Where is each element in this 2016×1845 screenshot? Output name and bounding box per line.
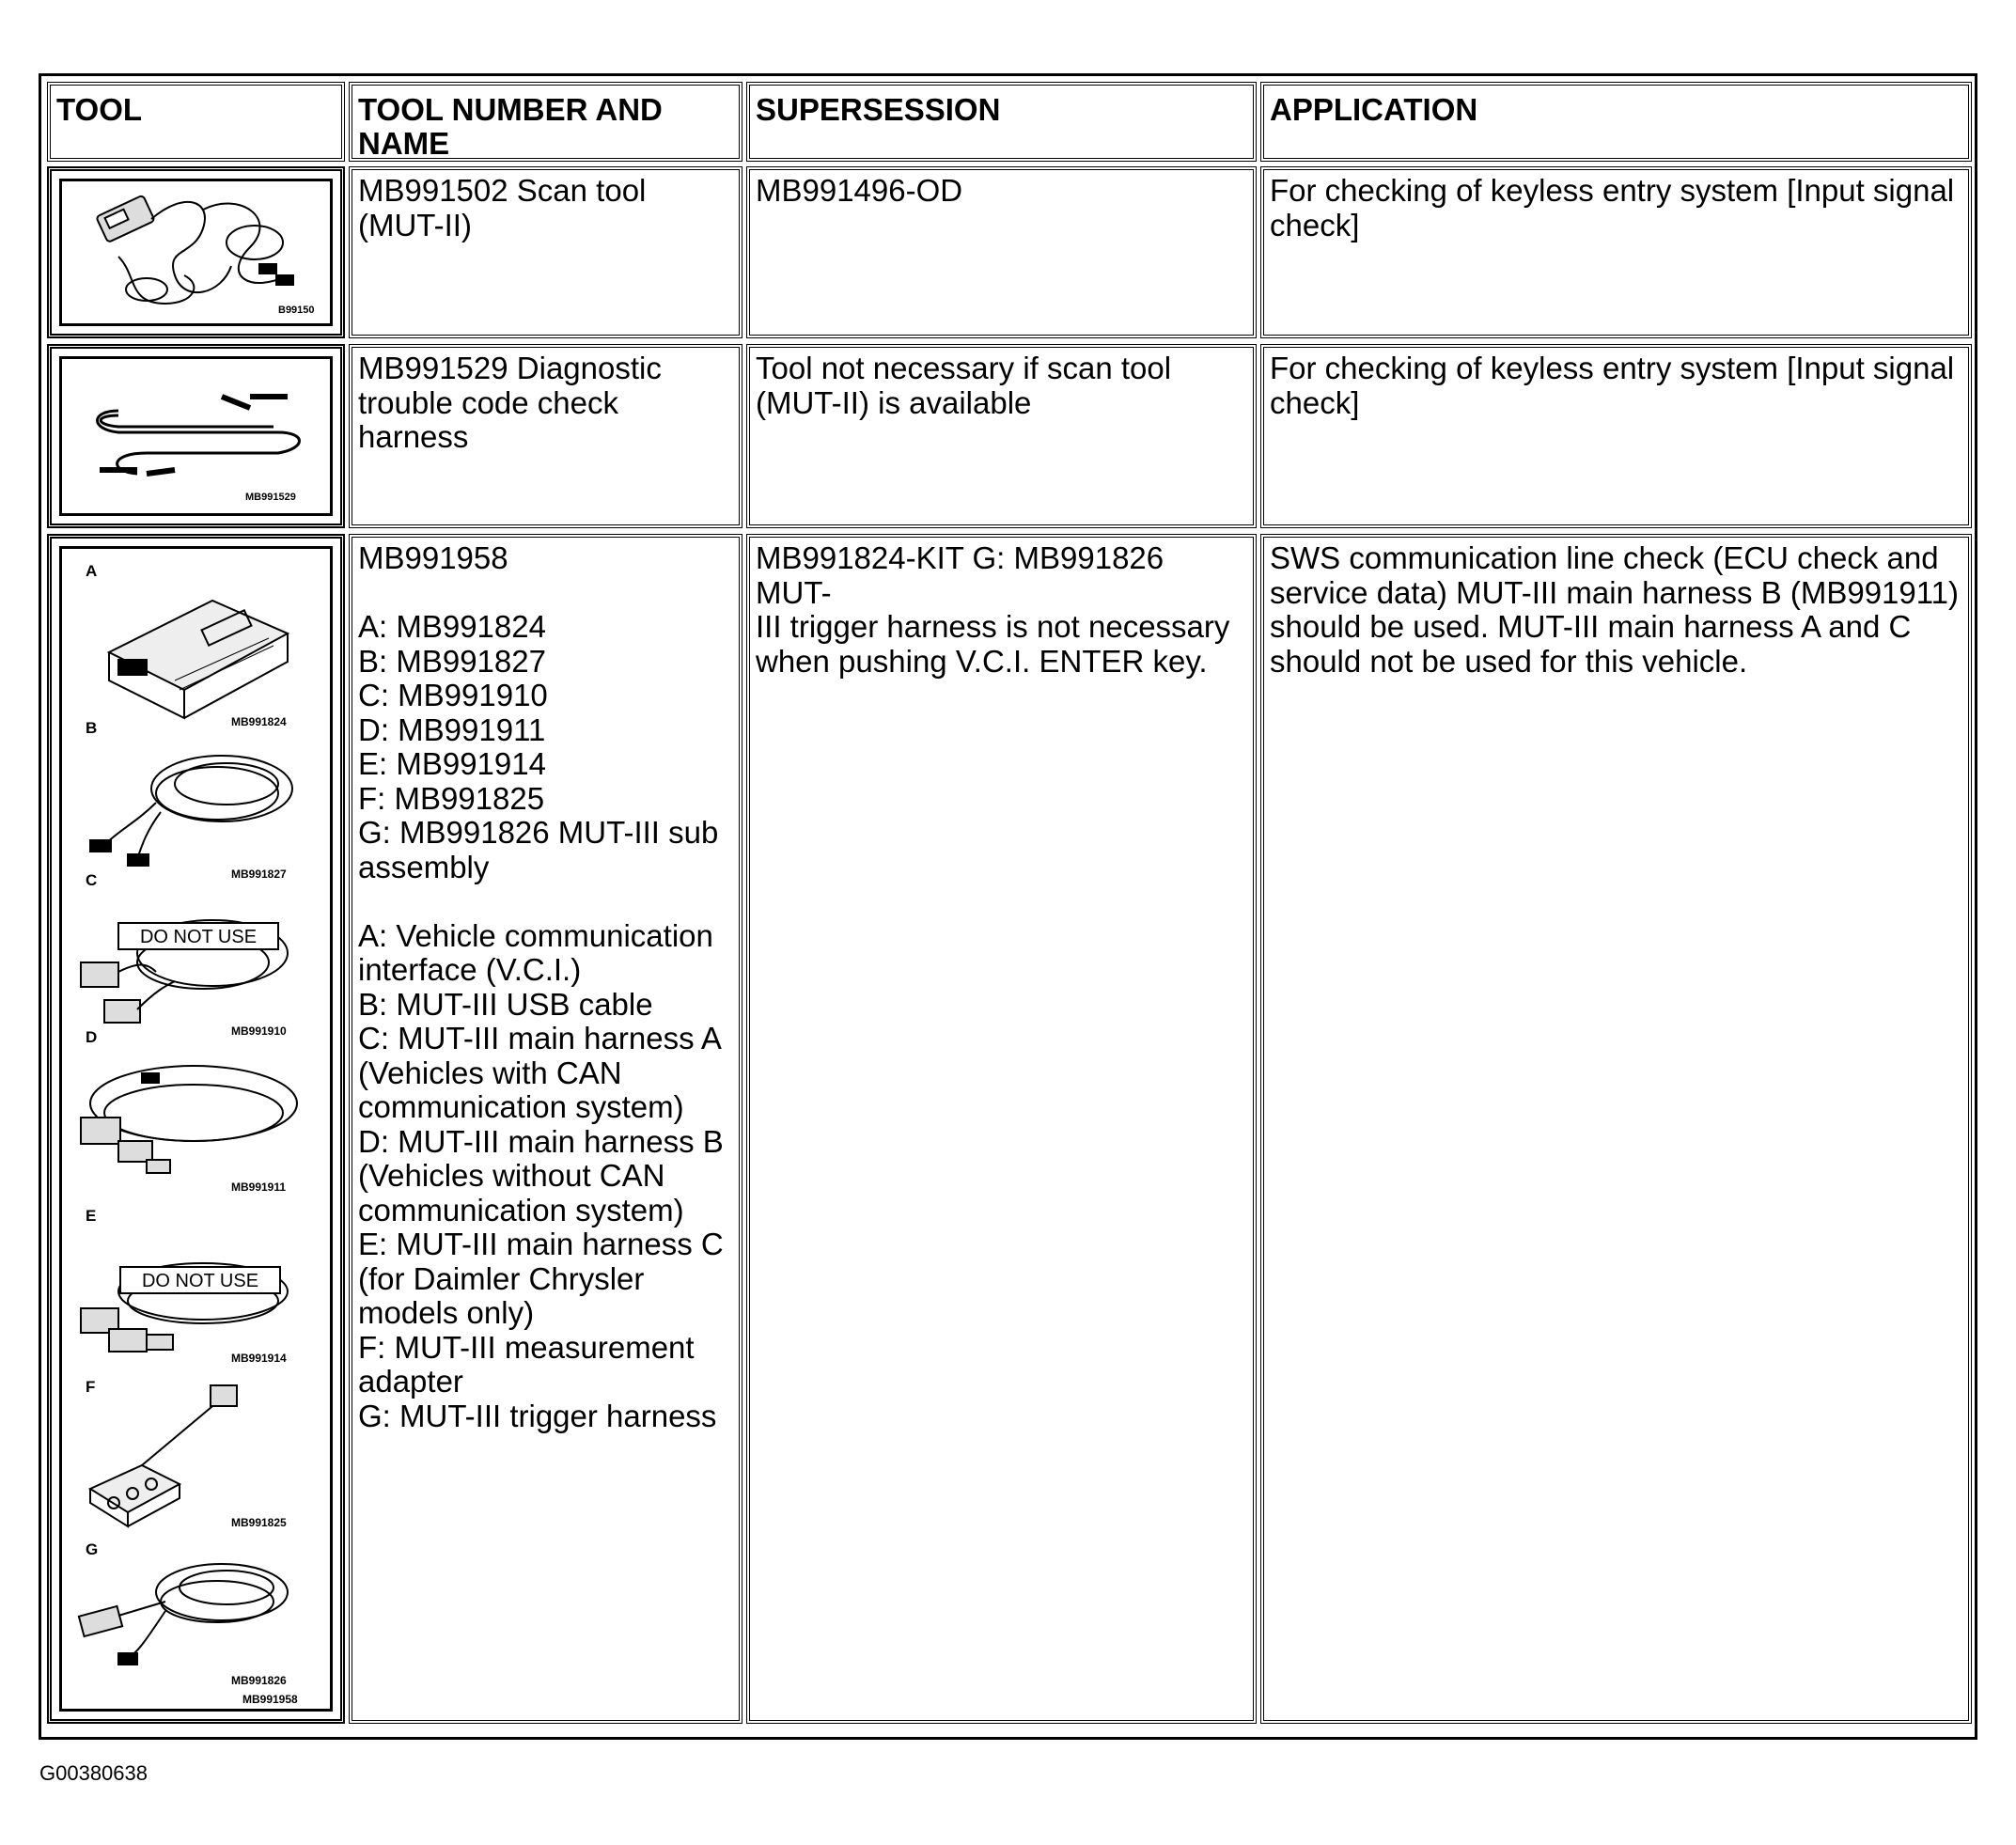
row2-supersession <box>746 344 1257 528</box>
svg-text:DO NOT USE: DO NOT USE <box>139 927 258 947</box>
row1-application <box>1260 166 1972 338</box>
figure-code: G00380638 <box>39 1761 148 1785</box>
do-not-use-label-e <box>120 1267 280 1293</box>
sub-tool-letter-d: D <box>86 1028 98 1046</box>
header-tool-number <box>349 82 742 162</box>
sub-tool-code-f: MB991825 <box>231 1516 287 1529</box>
row2-tool-number-text: MB991529 Diagnostic trouble code check harness <box>358 351 662 454</box>
row2-supersession-text: Tool not necessary if scan tool (MUT-II) is available <box>756 351 1172 420</box>
vci-device-icon <box>109 601 288 718</box>
header-tool <box>47 82 345 162</box>
header-application-label: APPLICATION <box>1270 92 1478 127</box>
sub-tool-letter-a: A <box>86 562 98 580</box>
row2-application-text: For checking of keyless entry system [Input signal check] <box>1270 351 1955 420</box>
scan-tool-image-code: B99150 <box>278 305 315 316</box>
scan-tool-illustration <box>62 181 330 323</box>
svg-text:DO NOT USE: DO NOT USE <box>141 1271 259 1291</box>
measurement-adapter-icon <box>90 1385 237 1526</box>
sub-tool-code-a: MB991824 <box>231 715 287 728</box>
sub-tool-letter-f: F <box>86 1378 96 1396</box>
row1-supersession-text: MB991496-OD <box>756 173 963 208</box>
row3-tool-number-text: MB991958 A: MB991824 B: MB991827 C: MB991910 D: MB991911 E: MB991914 F: MB991825 G: MB991826 MUT-III sub assembly A: Vehicle communication interface (V.C.I.) B: MUT-III USB cable C: MUT-III main harness A (Vehicles with CAN communication system) D: MUT-III main harness B (Vehicles without CAN communication system) E: MUT-III main harness C (for Daimler Chrysler models only) F: MUT-III measurement adapter G: MUT-III trigger harness <box>358 540 724 1433</box>
mut3-kit-illustration <box>62 549 330 1709</box>
sub-tool-code-e: MB991914 <box>231 1352 287 1365</box>
sub-tool-code-b: MB991827 <box>231 868 287 881</box>
row1-tool-number <box>349 166 742 338</box>
tool-image-dtc-harness <box>47 344 345 528</box>
sub-tool-letter-e: E <box>86 1207 97 1225</box>
tool-image-scan-tool <box>47 166 345 338</box>
row3-supersession <box>746 534 1257 1724</box>
row2-application <box>1260 344 1972 528</box>
trigger-harness-icon <box>79 1564 288 1665</box>
dtc-harness-illustration <box>62 359 330 513</box>
do-not-use-label-c <box>118 923 278 949</box>
main-harness-b-icon <box>81 1066 297 1173</box>
row1-tool-number-text: MB991502 Scan tool (MUT-II) <box>358 173 647 242</box>
sub-tool-letter-c: C <box>86 871 98 889</box>
row3-application-text: SWS communication line check (ECU check and service data) MUT-III main harness B (MB991911) should be used. MUT-III main harness A and C should not be used for this vehicle. <box>1270 540 1959 679</box>
kit-image-code: MB991958 <box>242 1693 298 1706</box>
sub-tool-letter-b: B <box>86 719 98 737</box>
sub-tool-code-g: MB991826 <box>231 1674 287 1687</box>
sub-tool-code-c: MB991910 <box>231 1024 287 1038</box>
row3-application <box>1260 534 1972 1724</box>
sub-tool-code-d: MB991911 <box>231 1180 287 1194</box>
header-tool-label: TOOL <box>56 92 143 127</box>
sub-tool-letter-g: G <box>86 1540 99 1558</box>
header-supersession-label: SUPERSESSION <box>756 92 1001 127</box>
usb-cable-icon <box>90 756 292 866</box>
header-application <box>1260 82 1972 162</box>
header-supersession <box>746 82 1257 162</box>
row3-supersession-text: MB991824-KIT G: MB991826 MUT- III trigger harness is not necessary when pushing V.C.I. ENTER key. <box>756 540 1230 679</box>
header-tool-number-label: TOOL NUMBER AND NAME <box>358 92 663 161</box>
row3-tool-number <box>349 534 742 1724</box>
dtc-harness-image-code: MB991529 <box>245 492 296 503</box>
row1-application-text: For checking of keyless entry system [Input signal check] <box>1270 173 1955 242</box>
row2-tool-number <box>349 344 742 528</box>
row1-supersession <box>746 166 1257 338</box>
tool-image-mut3-kit <box>47 534 345 1724</box>
